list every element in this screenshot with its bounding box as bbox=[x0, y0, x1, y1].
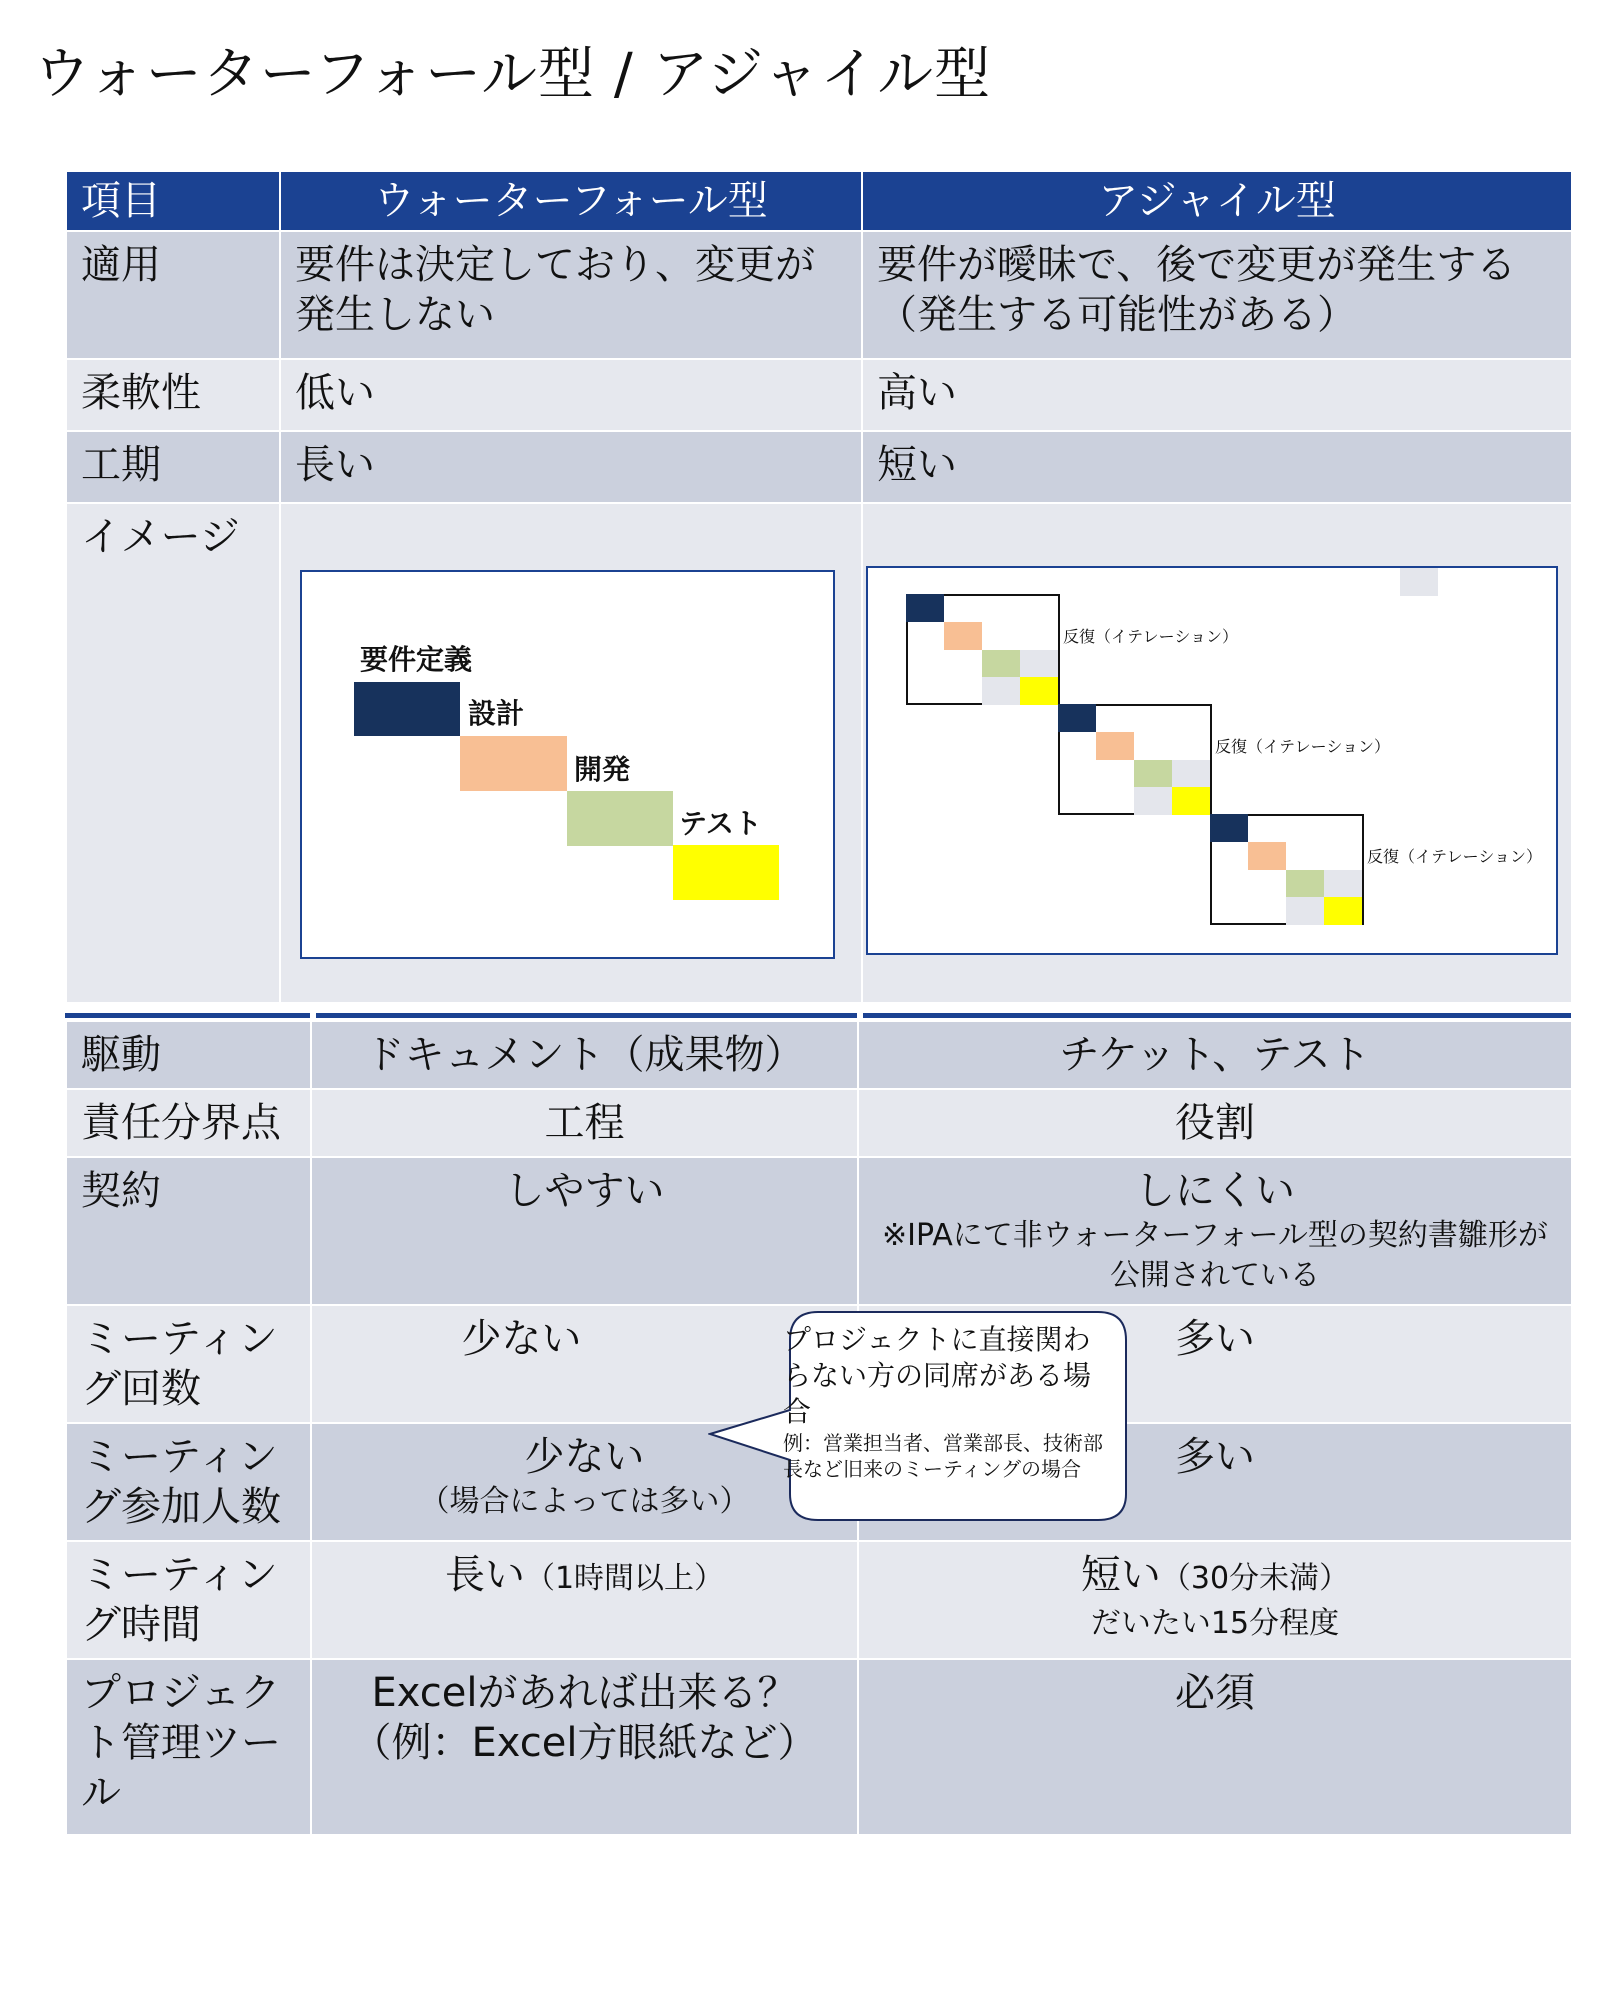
iteration-square bbox=[1172, 760, 1210, 788]
iteration-square bbox=[1134, 760, 1172, 788]
waterfall-value: Excelがあれば出来る？ bbox=[371, 1670, 798, 1716]
table-row bbox=[66, 1659, 1572, 1835]
row-label: ミーティング時間 bbox=[66, 1541, 311, 1659]
step-block-development bbox=[567, 791, 673, 846]
waterfall-value: 少ない bbox=[524, 1434, 645, 1480]
agile-cell: 役割 bbox=[858, 1089, 1572, 1157]
iteration-square bbox=[1324, 870, 1362, 898]
iteration-square bbox=[1286, 897, 1324, 925]
agile-cell: チケット、テスト bbox=[858, 1021, 1572, 1089]
iteration-label: 反復（イテレーション） bbox=[1215, 737, 1391, 756]
row-label: 責任分界点 bbox=[66, 1089, 311, 1157]
waterfall-value: 長い bbox=[444, 1552, 525, 1598]
waterfall-value: しやすい bbox=[504, 1168, 665, 1214]
callout-main: プロジェクトに直接関わらない方の同席がある場合 bbox=[783, 1323, 1092, 1428]
waterfall-cell: 少ない bbox=[311, 1305, 858, 1423]
iteration-square bbox=[1058, 704, 1096, 732]
agile-cell: 必須 bbox=[858, 1659, 1572, 1835]
header-waterfall: ウォーターフォール型 bbox=[280, 171, 862, 231]
agile-value: 短い bbox=[1080, 1552, 1161, 1598]
row-label: 柔軟性 bbox=[66, 359, 280, 431]
header-agile: アジャイル型 bbox=[862, 171, 1572, 231]
table-row bbox=[66, 1157, 1572, 1305]
agile-cell: 多い bbox=[858, 1423, 1572, 1541]
row-label: 適用 bbox=[66, 231, 280, 359]
agile-cell: 多い bbox=[858, 1305, 1572, 1423]
iteration-square bbox=[1134, 787, 1172, 815]
iteration-square bbox=[906, 594, 944, 622]
iteration-square bbox=[1020, 677, 1058, 705]
agile-cell bbox=[858, 1157, 1572, 1305]
iteration-square bbox=[1172, 787, 1210, 815]
row-label: 工期 bbox=[66, 431, 280, 503]
agile-inline-note: （30分未満） bbox=[1160, 1561, 1350, 1596]
iteration-square bbox=[982, 677, 1020, 705]
callout-sub: 例：営業担当者、営業部長、技術部長など旧来のミーティングの場合 bbox=[783, 1431, 1103, 1481]
agile-cell: 高い bbox=[862, 359, 1572, 431]
grey-square bbox=[1400, 568, 1438, 596]
iteration-square bbox=[944, 622, 982, 650]
step-block-requirements bbox=[354, 682, 460, 736]
step-block-test bbox=[673, 845, 779, 900]
row-label: 駆動 bbox=[66, 1021, 311, 1089]
row-label: ミーティング参加人数 bbox=[66, 1423, 311, 1541]
agile-note: だいたい15分程度 bbox=[1090, 1606, 1340, 1641]
table-row bbox=[66, 231, 1572, 359]
table-row bbox=[66, 1089, 1572, 1157]
step-label: 要件定義 bbox=[360, 643, 473, 676]
waterfall-inline-note: （1時間以上） bbox=[524, 1561, 725, 1596]
step-label: テスト bbox=[679, 807, 762, 840]
waterfall-cell: 低い bbox=[280, 359, 862, 431]
waterfall-diagram bbox=[300, 570, 835, 959]
callout-text bbox=[783, 1322, 1113, 1482]
waterfall-cell: 工程 bbox=[311, 1089, 858, 1157]
iteration-square bbox=[1286, 870, 1324, 898]
waterfall-cell: 長い bbox=[280, 431, 862, 503]
iteration-square bbox=[1248, 842, 1286, 870]
iteration-square bbox=[982, 650, 1020, 678]
iteration-square bbox=[1210, 814, 1248, 842]
agile-value: しにくい bbox=[1135, 1168, 1295, 1214]
table-row bbox=[66, 1541, 1572, 1659]
step-label: 開発 bbox=[574, 753, 631, 786]
agile-cell: 要件が曖昧で、後で変更が発生する（発生する可能性がある） bbox=[862, 231, 1572, 359]
waterfall-cell bbox=[311, 1157, 858, 1305]
waterfall-note: （例：Excel方眼紙など） bbox=[351, 1720, 818, 1766]
waterfall-cell: 要件は決定しており、変更が発生しない bbox=[280, 231, 862, 359]
row-label: ミーティング回数 bbox=[66, 1305, 311, 1423]
agile-note: ※IPAにて非ウォーターフォール型の契約書雛形が公開されている bbox=[882, 1218, 1548, 1293]
step-block-design bbox=[460, 736, 567, 791]
waterfall-cell bbox=[311, 1541, 858, 1659]
page-title: ウォーターフォール型 / アジャイル型 bbox=[34, 42, 992, 107]
iteration-label: 反復（イテレーション） bbox=[1367, 847, 1543, 866]
row-label: プロジェクト管理ツール bbox=[66, 1659, 311, 1835]
iteration-square bbox=[1324, 897, 1362, 925]
row-label: 契約 bbox=[66, 1157, 311, 1305]
iteration-square bbox=[1096, 732, 1134, 760]
row-label: イメージ bbox=[66, 503, 280, 1003]
agile-cell bbox=[858, 1541, 1572, 1659]
iteration-label: 反復（イテレーション） bbox=[1063, 627, 1239, 646]
header-item: 項目 bbox=[66, 171, 280, 231]
waterfall-cell bbox=[311, 1659, 858, 1835]
waterfall-cell: ドキュメント（成果物） bbox=[311, 1021, 858, 1089]
iteration-square bbox=[1020, 650, 1058, 678]
table-row bbox=[66, 359, 1572, 431]
table-row bbox=[66, 1021, 1572, 1089]
agile-cell: 短い bbox=[862, 431, 1572, 503]
step-label: 設計 bbox=[468, 697, 525, 730]
header-row bbox=[66, 171, 1572, 231]
section-divider bbox=[65, 1013, 1571, 1018]
waterfall-note: （場合によっては多い） bbox=[419, 1484, 750, 1519]
table-row bbox=[66, 431, 1572, 503]
